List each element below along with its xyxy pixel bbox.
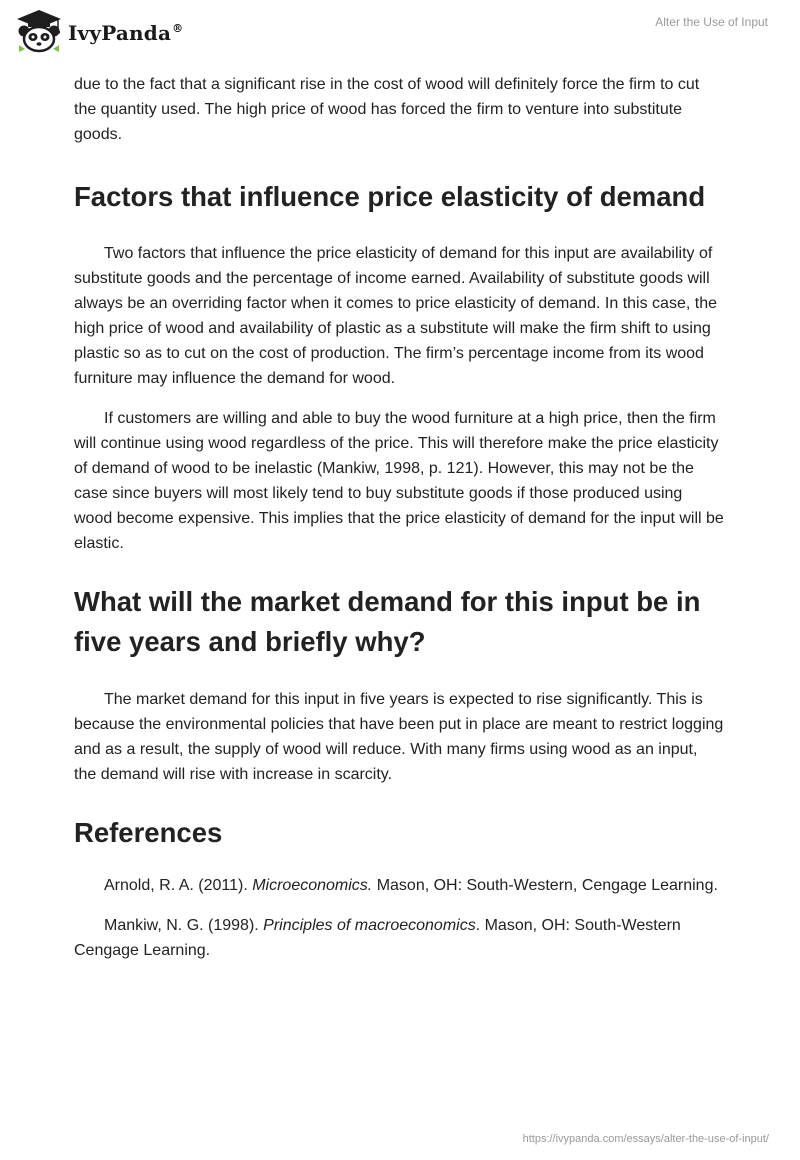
- heading-references: References: [74, 817, 223, 848]
- heading-factors: Factors that influence price elasticity of demand: [74, 181, 706, 212]
- reference-title: Microeconomics.: [252, 877, 373, 894]
- paragraph-intro: due to the fact that a significant rise in the cost of wood will definitely force the firm to cut the quantity used. The high price of wood has forced the firm to venture into substitute goods.: [74, 76, 700, 143]
- reference-entry: Mankiw, N. G. (1998). Principles of macroeconomics. Mason, OH: South-Western Cengage Learning.: [74, 917, 681, 959]
- document-title: Alter the Use of Input: [655, 15, 768, 29]
- reference-title: Principles of macroeconomics: [263, 917, 476, 934]
- brand-name: IvyPanda®: [68, 21, 184, 45]
- paragraph-factors-1: Two factors that influence the price elasticity of demand for this input are availability of substitute goods and the percentage of income earned. Availability of substitute goods will always be an overriding factor when it comes to price elasticity of demand. In this case, the high price of wood and availability of plastic as a substitute will make the firm shift to using plastic so as to cut on the cost of production. The firm’s percentage income from its wood furniture may influence the demand for wood.: [74, 245, 717, 387]
- brand-logo[interactable]: [14, 9, 183, 53]
- page-header: [0, 0, 800, 64]
- paragraph-market-demand: The market demand for this input in five years is expected to rise significantly. This is because the environmental policies that have been put in place are meant to restrict logging and as a result, the supply of wood will reduce. With many firms using wood as an input, the demand will rise with increase in scarcity.: [74, 691, 724, 783]
- source-url[interactable]: https://ivypanda.com/essays/alter-the-use-of-input/: [522, 1133, 769, 1145]
- heading-market-demand: What will the market demand for this input be in five years and briefly why?: [74, 586, 701, 657]
- panda-graduate-icon: [14, 9, 64, 53]
- registered-mark: ®: [172, 22, 184, 36]
- essay-content: [74, 72, 724, 963]
- reference-entry: Arnold, R. A. (2011). Microeconomics. Mason, OH: South-Western, Cengage Learning.: [104, 877, 718, 894]
- paragraph-factors-2: If customers are willing and able to buy the wood furniture at a high price, then the firm will continue using wood regardless of the price. This will therefore make the price elasticity of demand of wood to be inelastic (Mankiw, 1998, p. 121). However, this may not be the case since buyers will most likely tend to buy substitute goods if those produced using wood become expensive. This implies that the price elasticity of demand for the input will be elastic.: [74, 410, 724, 552]
